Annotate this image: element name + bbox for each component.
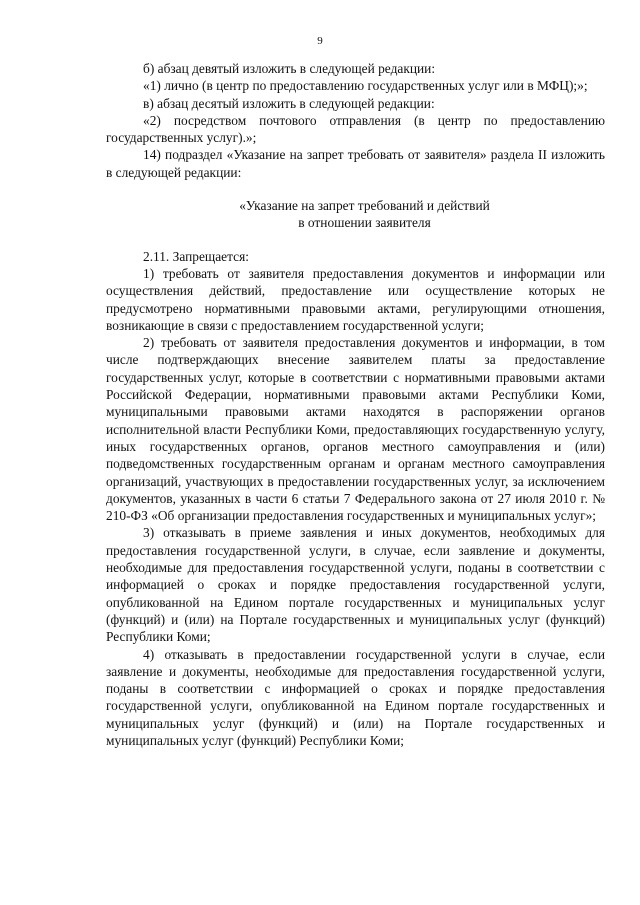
document-body <box>106 60 605 749</box>
intro-paragraph-14: 14) подраздел «Указание на запрет требовать от заявителя» раздела II изложить в следующей редакции: <box>106 147 605 180</box>
clause-2-11: 2.11. Запрещается: <box>143 248 249 264</box>
intro-paragraph-quote-2: «2) посредством почтового отправления (в центр по предоставлению государственных услуг).»; <box>106 112 605 146</box>
intro-paragraph-b: б) абзац девятый изложить в следующей редакции: <box>143 61 436 76</box>
intro-paragraph-quote-1: «1) лично (в центр по предоставлению государственных услуг или в МФЦ);»; <box>143 78 588 94</box>
section-heading-line-2: в отношении заявителя <box>298 215 431 231</box>
clause-item-2: 2) требовать от заявителя предоставления документов и информации, в том числе подтверждающих внесение заявителем платы за предоставление государственных услуг, которые в соответствии с нормативными правовыми актами Российской Федерации, нормативными правовыми актами Республики Коми, муниципальными правовыми актами находятся в распоряжении органов исполнительной власти Республики Коми, предоставляющих государственную услугу, иных государственных органов, органов местного самоуправления и (или) подведомственных государственным органам и органам местного самоуправления организаций, участвующих в предоставлении государственных услуг, за исключением документов, указанных в части 6 статьи 7 Федерального закона от 27 июля 2010 г. № 210-ФЗ «Об организации предоставления государственных и муниципальных услуг»; <box>106 335 605 524</box>
clause-item-1: 1) требовать от заявителя предоставления документов и информации или осуществления действий, предоставление или осуществление которых не предусмотрено нормативными правовыми актами, регулирующими отношения, возникающие в связи с предоставлением государственной услуги; <box>106 265 605 333</box>
page-number: 9 <box>317 35 323 47</box>
section-heading-line-1: «Указание на запрет требований и действий <box>239 198 490 214</box>
intro-paragraph-v: в) абзац десятый изложить в следующей редакции: <box>143 95 435 111</box>
section-heading <box>106 197 605 232</box>
clause-item-3: 3) отказывать в приеме заявления и иных документов, необходимых для предоставления государственной услуги, в случае, если заявление и документы, необходимые для предоставления государственной услуги, поданы в соответствии с информацией о сроках и порядке предоставления государственной услуги, опубликованной на Едином портале государственных и муниципальных услуг (функций) и (или) на Портале государственных и муниципальных услуг (функций) Республики Коми; <box>106 525 605 645</box>
clause-item-4: 4) отказывать в предоставлении государственной услуги в случае, если заявление и документы, необходимые для предоставления государственной услуги, поданы в соответствии с информацией о сроках и порядке предоставления государственной услуги, опубликованной на Едином портале государственных и муниципальных услуг (функций) и (или) на Портале государственных и муниципальных услуг (функций) Республики Коми; <box>106 646 605 748</box>
